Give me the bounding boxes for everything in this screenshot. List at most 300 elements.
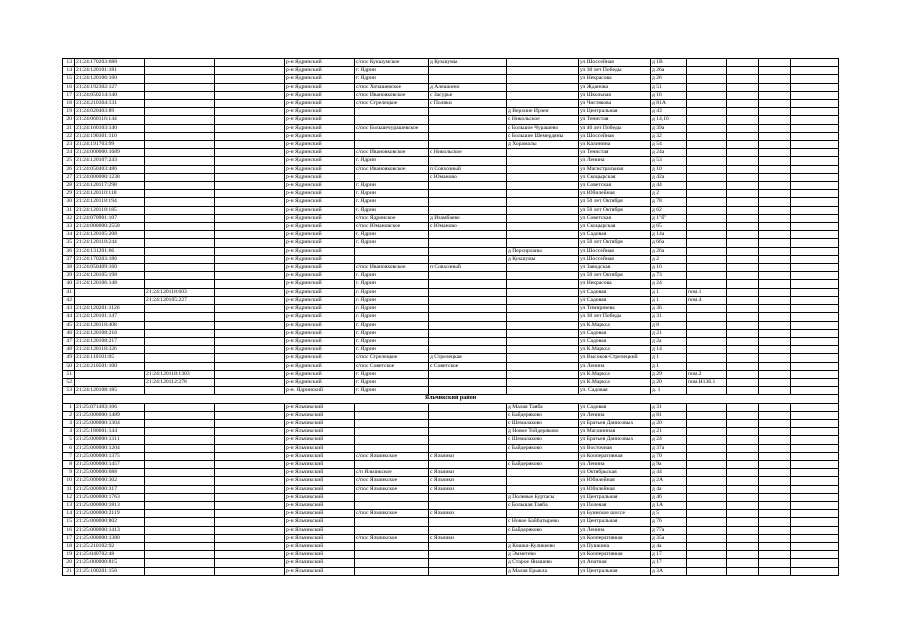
- cadastral-number-land-cell: 21:24:192302:127: [75, 83, 145, 91]
- district-cell: р-н Ядринский: [285, 173, 355, 181]
- street-cell: ул Тимирязева: [579, 305, 651, 313]
- cadastral-number-premises-cell: [145, 387, 215, 395]
- cadastral-number-premises-cell: [145, 214, 215, 222]
- house-number-cell: д 39а: [651, 124, 687, 132]
- empty-cell: [759, 428, 791, 436]
- empty-cell: [727, 214, 759, 222]
- empty-cell: [727, 280, 759, 288]
- locality-alt-cell: с Большие Шемердяны: [507, 132, 579, 140]
- premises-number-cell: [687, 132, 727, 140]
- table-row: [63, 198, 839, 206]
- row-number-cell: 14: [63, 510, 75, 518]
- cadastral-number-other-cell: [215, 387, 285, 395]
- cadastral-number-land-cell: 21:24:120110:118: [75, 190, 145, 198]
- settlement-cell: г. Ядрин: [355, 321, 429, 329]
- street-cell: ул Шоссейная: [579, 59, 651, 67]
- empty-cell: [791, 141, 839, 149]
- table-row: [63, 108, 839, 116]
- row-number-cell: 32: [63, 214, 75, 222]
- empty-cell: [759, 567, 791, 575]
- table-row: [63, 157, 839, 165]
- empty-cell: [791, 67, 839, 75]
- empty-cell: [759, 157, 791, 165]
- empty-cell: [727, 198, 759, 206]
- street-cell: ул Октябрьская: [579, 469, 651, 477]
- district-cell: р-н Яльчикский: [285, 551, 355, 559]
- premises-number-cell: [687, 231, 727, 239]
- empty-cell: [759, 518, 791, 526]
- district-cell: р-н Ядринский: [285, 264, 355, 272]
- table-row: [63, 460, 839, 468]
- district-cell: р-н Ядринский: [285, 239, 355, 247]
- empty-cell: [791, 83, 839, 91]
- row-number-cell: 26: [63, 165, 75, 173]
- district-cell: р-н Яльчикский: [285, 452, 355, 460]
- premises-number-cell: [687, 501, 727, 509]
- cadastral-number-land-cell: 21:25:000000:1204: [75, 444, 145, 452]
- table-row: [63, 321, 839, 329]
- cadastral-number-premises-cell: [145, 305, 215, 313]
- settlement-cell: г. Ядрин: [355, 313, 429, 321]
- settlement-cell: [355, 132, 429, 140]
- yadrin-district-rows: [63, 59, 839, 395]
- locality-alt-cell: д Эмметево: [507, 551, 579, 559]
- premises-number-cell: [687, 493, 727, 501]
- row-number-cell: 33: [63, 223, 75, 231]
- district-cell: р-н Яльчикский: [285, 567, 355, 575]
- cadastral-number-other-cell: [215, 149, 285, 157]
- house-number-cell: д 16: [651, 264, 687, 272]
- locality-cell: [429, 157, 507, 165]
- premises-number-cell: [687, 510, 727, 518]
- row-number-cell: 22: [63, 132, 75, 140]
- empty-cell: [759, 124, 791, 132]
- locality-alt-cell: с Шемалаково: [507, 436, 579, 444]
- table-row: [63, 313, 839, 321]
- table-row: [63, 67, 839, 75]
- district-cell: р-н Ядринский: [285, 198, 355, 206]
- house-number-cell: д 26а: [651, 67, 687, 75]
- premises-number-cell: [687, 214, 727, 222]
- empty-cell: [727, 542, 759, 550]
- settlement-cell: г. Ядрин: [355, 198, 429, 206]
- locality-cell: [429, 190, 507, 198]
- locality-cell: [429, 518, 507, 526]
- empty-cell: [727, 477, 759, 485]
- empty-cell: [727, 337, 759, 345]
- premises-number-cell: [687, 337, 727, 345]
- table-row: [63, 288, 839, 296]
- district-cell: р-н Яльчикский: [285, 469, 355, 477]
- locality-alt-cell: д Малая Ерыкла: [507, 567, 579, 575]
- empty-cell: [791, 116, 839, 124]
- row-number-cell: 41: [63, 288, 75, 296]
- house-number-cell: д 1: [651, 362, 687, 370]
- cadastral-number-premises-cell: [145, 346, 215, 354]
- house-number-cell: д 70: [651, 452, 687, 460]
- table-row: [63, 91, 839, 99]
- row-number-cell: 35: [63, 239, 75, 247]
- cadastral-number-other-cell: [215, 75, 285, 83]
- locality-cell: с Советское: [429, 362, 507, 370]
- street-cell: ул Шоссейная: [579, 132, 651, 140]
- cadastral-number-land-cell: 21:25:000000:802: [75, 518, 145, 526]
- street-cell: ул Буинское шоссе: [579, 510, 651, 518]
- cadastral-number-premises-cell: [145, 436, 215, 444]
- cadastral-number-land-cell: 21:25:000000:317: [75, 485, 145, 493]
- empty-cell: [791, 329, 839, 337]
- table-row: [63, 231, 839, 239]
- settlement-cell: [355, 436, 429, 444]
- table-row: [63, 501, 839, 509]
- street-cell: ул Школьная: [579, 91, 651, 99]
- cadastral-number-land-cell: 21:25:071403:106: [75, 403, 145, 411]
- street-cell: ул Садовая: [579, 337, 651, 345]
- cadastral-number-land-cell: 21:24:120107:243: [75, 157, 145, 165]
- locality-alt-cell: [507, 83, 579, 91]
- table-row: [63, 485, 839, 493]
- premises-number-cell: [687, 411, 727, 419]
- house-number-cell: д 53: [651, 157, 687, 165]
- cadastral-number-premises-cell: [145, 518, 215, 526]
- cadastral-number-premises-cell: [145, 444, 215, 452]
- settlement-cell: с/пос Яльчикское: [355, 452, 429, 460]
- house-number-cell: д 20: [651, 378, 687, 386]
- table-row: [63, 428, 839, 436]
- row-number-cell: 13: [63, 501, 75, 509]
- street-cell: ул Жданова: [579, 83, 651, 91]
- locality-cell: п Совхозный: [429, 264, 507, 272]
- empty-cell: [791, 551, 839, 559]
- district-cell: р-н Ядринский: [285, 91, 355, 99]
- locality-alt-cell: д Кошки-Куликеево: [507, 542, 579, 550]
- settlement-cell: г. Ядрин: [355, 67, 429, 75]
- empty-cell: [727, 190, 759, 198]
- cadastral-number-land-cell: 21:25:000000:1380: [75, 534, 145, 542]
- table-row: [63, 165, 839, 173]
- locality-cell: [429, 567, 507, 575]
- row-number-cell: 40: [63, 280, 75, 288]
- row-number-cell: 42: [63, 296, 75, 304]
- empty-cell: [791, 255, 839, 263]
- district-cell: р-н Ядринский: [285, 272, 355, 280]
- empty-cell: [791, 280, 839, 288]
- row-number-cell: 23: [63, 141, 75, 149]
- property-register-table: [62, 58, 839, 576]
- empty-cell: [791, 567, 839, 575]
- empty-cell: [759, 132, 791, 140]
- locality-alt-cell: [507, 362, 579, 370]
- locality-cell: [429, 551, 507, 559]
- row-number-cell: 2: [63, 411, 75, 419]
- cadastral-number-premises-cell: [145, 559, 215, 567]
- settlement-cell: г. Ядрин: [355, 239, 429, 247]
- settlement-cell: г. Ядрин: [355, 387, 429, 395]
- premises-number-cell: [687, 551, 727, 559]
- house-number-cell: д 1А: [651, 501, 687, 509]
- section-header: [63, 395, 839, 403]
- empty-cell: [727, 149, 759, 157]
- cadastral-number-other-cell: [215, 214, 285, 222]
- premises-number-cell: [687, 428, 727, 436]
- empty-cell: [727, 452, 759, 460]
- house-number-cell: д 17: [651, 551, 687, 559]
- street-cell: ул Ленина: [579, 362, 651, 370]
- street-cell: ул К.Маркса: [579, 378, 651, 386]
- cadastral-number-premises-cell: [145, 198, 215, 206]
- settlement-cell: с/пос Яльчикское: [355, 485, 429, 493]
- empty-cell: [759, 469, 791, 477]
- locality-cell: [429, 247, 507, 255]
- cadastral-number-land-cell: 21:24:110101:85: [75, 354, 145, 362]
- house-number-cell: д 5: [651, 510, 687, 518]
- street-cell: ул Магистральная: [579, 165, 651, 173]
- cadastral-number-premises-cell: [145, 542, 215, 550]
- locality-alt-cell: [507, 100, 579, 108]
- cadastral-number-land-cell: 21:24:070901:107: [75, 214, 145, 222]
- empty-cell: [759, 559, 791, 567]
- table-row: [63, 346, 839, 354]
- street-cell: ул Ленина: [579, 460, 651, 468]
- cadastral-number-other-cell: [215, 444, 285, 452]
- house-number-cell: д 73: [651, 272, 687, 280]
- premises-number-cell: [687, 567, 727, 575]
- street-cell: ул Чистякова: [579, 100, 651, 108]
- cadastral-number-other-cell: [215, 329, 285, 337]
- cadastral-number-land-cell: 21:25:000000:1813: [75, 501, 145, 509]
- cadastral-number-other-cell: [215, 354, 285, 362]
- row-number-cell: 27: [63, 173, 75, 181]
- empty-cell: [727, 132, 759, 140]
- settlement-cell: г. Ядрин: [355, 378, 429, 386]
- cadastral-number-premises-cell: [145, 124, 215, 132]
- row-number-cell: 24: [63, 149, 75, 157]
- locality-cell: с Яльчики: [429, 485, 507, 493]
- table-row: [63, 124, 839, 132]
- table-row: [63, 75, 839, 83]
- row-number-cell: 7: [63, 452, 75, 460]
- cadastral-number-other-cell: [215, 370, 285, 378]
- table-row: [63, 444, 839, 452]
- cadastral-number-premises-cell: 21:24:120118:1303: [145, 370, 215, 378]
- locality-alt-cell: [507, 173, 579, 181]
- cadastral-number-land-cell: 21:25:000000:1457: [75, 460, 145, 468]
- empty-cell: [791, 534, 839, 542]
- locality-cell: [429, 272, 507, 280]
- house-number-cell: д 32: [651, 132, 687, 140]
- district-cell: р-н Ядринский: [285, 280, 355, 288]
- cadastral-number-land-cell: 21:25:100201:156: [75, 567, 145, 575]
- cadastral-number-premises-cell: [145, 264, 215, 272]
- house-number-cell: д 3А: [651, 567, 687, 575]
- house-number-cell: д 14,16: [651, 116, 687, 124]
- locality-cell: д Изамбаево: [429, 214, 507, 222]
- empty-cell: [791, 501, 839, 509]
- cadastral-number-land-cell: 21:25:000000:1375: [75, 452, 145, 460]
- empty-cell: [727, 108, 759, 116]
- table-row: [63, 255, 839, 263]
- settlement-cell: [355, 444, 429, 452]
- empty-cell: [759, 387, 791, 395]
- district-cell: р-н Ядринский: [285, 149, 355, 157]
- empty-cell: [759, 354, 791, 362]
- empty-cell: [759, 149, 791, 157]
- locality-alt-cell: [507, 346, 579, 354]
- row-number-cell: 16: [63, 526, 75, 534]
- locality-alt-cell: [507, 206, 579, 214]
- premises-number-cell: [687, 485, 727, 493]
- empty-cell: [759, 378, 791, 386]
- cadastral-number-land-cell: 21:24:120101:147: [75, 313, 145, 321]
- cadastral-number-land-cell: 21:24:120105:198: [75, 272, 145, 280]
- cadastral-number-other-cell: [215, 247, 285, 255]
- settlement-cell: с/пос Советское: [355, 362, 429, 370]
- empty-cell: [759, 337, 791, 345]
- table-row: [63, 403, 839, 411]
- row-number-cell: 38: [63, 264, 75, 272]
- district-cell: р-н Ядринский: [285, 59, 355, 67]
- empty-cell: [727, 255, 759, 263]
- empty-cell: [727, 460, 759, 468]
- empty-cell: [791, 387, 839, 395]
- settlement-cell: г. Ядрин: [355, 206, 429, 214]
- row-number-cell: 17: [63, 91, 75, 99]
- empty-cell: [759, 501, 791, 509]
- locality-cell: с Яльчики: [429, 510, 507, 518]
- settlement-cell: с/пос Стрелецкое: [355, 354, 429, 362]
- empty-cell: [727, 223, 759, 231]
- empty-cell: [727, 124, 759, 132]
- premises-number-cell: [687, 223, 727, 231]
- street-cell: ул Восточная: [579, 444, 651, 452]
- cadastral-number-land-cell: 21:25:040702:48: [75, 551, 145, 559]
- district-cell: р-н Яльчикский: [285, 411, 355, 419]
- row-number-cell: 5: [63, 436, 75, 444]
- cadastral-number-other-cell: [215, 534, 285, 542]
- empty-cell: [727, 428, 759, 436]
- locality-cell: [429, 75, 507, 83]
- empty-cell: [727, 403, 759, 411]
- cadastral-number-land-cell: 21:25:000000:1763: [75, 493, 145, 501]
- house-number-cell: д 2А: [651, 477, 687, 485]
- empty-cell: [791, 124, 839, 132]
- locality-cell: [429, 346, 507, 354]
- cadastral-number-other-cell: [215, 124, 285, 132]
- cadastral-number-premises-cell: [145, 231, 215, 239]
- locality-alt-cell: [507, 354, 579, 362]
- street-cell: ул Садовая: [579, 288, 651, 296]
- locality-alt-cell: д Хорамалы: [507, 141, 579, 149]
- locality-alt-cell: [507, 280, 579, 288]
- empty-cell: [791, 485, 839, 493]
- settlement-cell: [355, 542, 429, 550]
- settlement-cell: [355, 403, 429, 411]
- house-number-cell: д 54: [651, 141, 687, 149]
- empty-cell: [791, 354, 839, 362]
- settlement-cell: с/пос Стрелецкое: [355, 100, 429, 108]
- district-cell: р-н Ядринский: [285, 354, 355, 362]
- locality-cell: [429, 419, 507, 427]
- premises-number-cell: [687, 59, 727, 67]
- premises-number-cell: [687, 469, 727, 477]
- empty-cell: [791, 469, 839, 477]
- settlement-cell: с/пос Ядринское: [355, 214, 429, 222]
- row-number-cell: 11: [63, 485, 75, 493]
- house-number-cell: д 20: [651, 419, 687, 427]
- cadastral-number-other-cell: [215, 452, 285, 460]
- locality-cell: [429, 321, 507, 329]
- district-cell: р-н Ядринский: [285, 214, 355, 222]
- locality-cell: д Алешкино: [429, 83, 507, 91]
- cadastral-number-land-cell: 21:25:210102:92: [75, 542, 145, 550]
- street-cell: ул Пушкина: [579, 542, 651, 550]
- empty-cell: [791, 198, 839, 206]
- empty-cell: [759, 223, 791, 231]
- settlement-cell: г. Ядрин: [355, 190, 429, 198]
- empty-cell: [759, 313, 791, 321]
- row-number-cell: 9: [63, 469, 75, 477]
- empty-cell: [791, 419, 839, 427]
- premises-number-cell: [687, 436, 727, 444]
- cadastral-number-premises-cell: [145, 510, 215, 518]
- table-row: [63, 510, 839, 518]
- district-cell: р-н Яльчикский: [285, 518, 355, 526]
- premises-number-cell: [687, 305, 727, 313]
- empty-cell: [759, 59, 791, 67]
- settlement-cell: с/пос Яльчикское: [355, 510, 429, 518]
- locality-cell: [429, 255, 507, 263]
- house-number-cell: д 26а: [651, 247, 687, 255]
- settlement-cell: [355, 141, 429, 149]
- street-cell: ул Братьев Данисовых: [579, 419, 651, 427]
- settlement-cell: [355, 428, 429, 436]
- table-row: [63, 296, 839, 304]
- cadastral-number-premises-cell: [145, 83, 215, 91]
- cadastral-number-other-cell: [215, 428, 285, 436]
- locality-alt-cell: [507, 182, 579, 190]
- cadastral-number-premises-cell: [145, 501, 215, 509]
- row-number-cell: 48: [63, 346, 75, 354]
- row-number-cell: 21: [63, 124, 75, 132]
- empty-cell: [727, 354, 759, 362]
- house-number-cell: д 17: [651, 559, 687, 567]
- locality-alt-cell: [507, 378, 579, 386]
- district-cell: р-н Ядринский: [285, 165, 355, 173]
- locality-cell: [429, 493, 507, 501]
- cadastral-number-land-cell: 21:25:000000:815: [75, 559, 145, 567]
- locality-alt-cell: [507, 510, 579, 518]
- cadastral-number-land-cell: 21:25:180601:144: [75, 428, 145, 436]
- locality-cell: [429, 542, 507, 550]
- premises-number-cell: [687, 387, 727, 395]
- premises-number-cell: [687, 239, 727, 247]
- house-number-cell: д 35а: [651, 534, 687, 542]
- empty-cell: [727, 173, 759, 181]
- row-number-cell: 25: [63, 157, 75, 165]
- table-row: [63, 542, 839, 550]
- premises-number-cell: [687, 165, 727, 173]
- premises-number-cell: [687, 75, 727, 83]
- row-number-cell: 1: [63, 403, 75, 411]
- empty-cell: [727, 346, 759, 354]
- district-cell: р-н Яльчикский: [285, 477, 355, 485]
- street-cell: ул Ленина: [579, 157, 651, 165]
- empty-cell: [727, 551, 759, 559]
- table-row: [63, 436, 839, 444]
- district-cell: р-н Ядринский: [285, 255, 355, 263]
- district-cell: р-н Ядринский: [285, 313, 355, 321]
- district-cell: р-н Яльчикский: [285, 559, 355, 567]
